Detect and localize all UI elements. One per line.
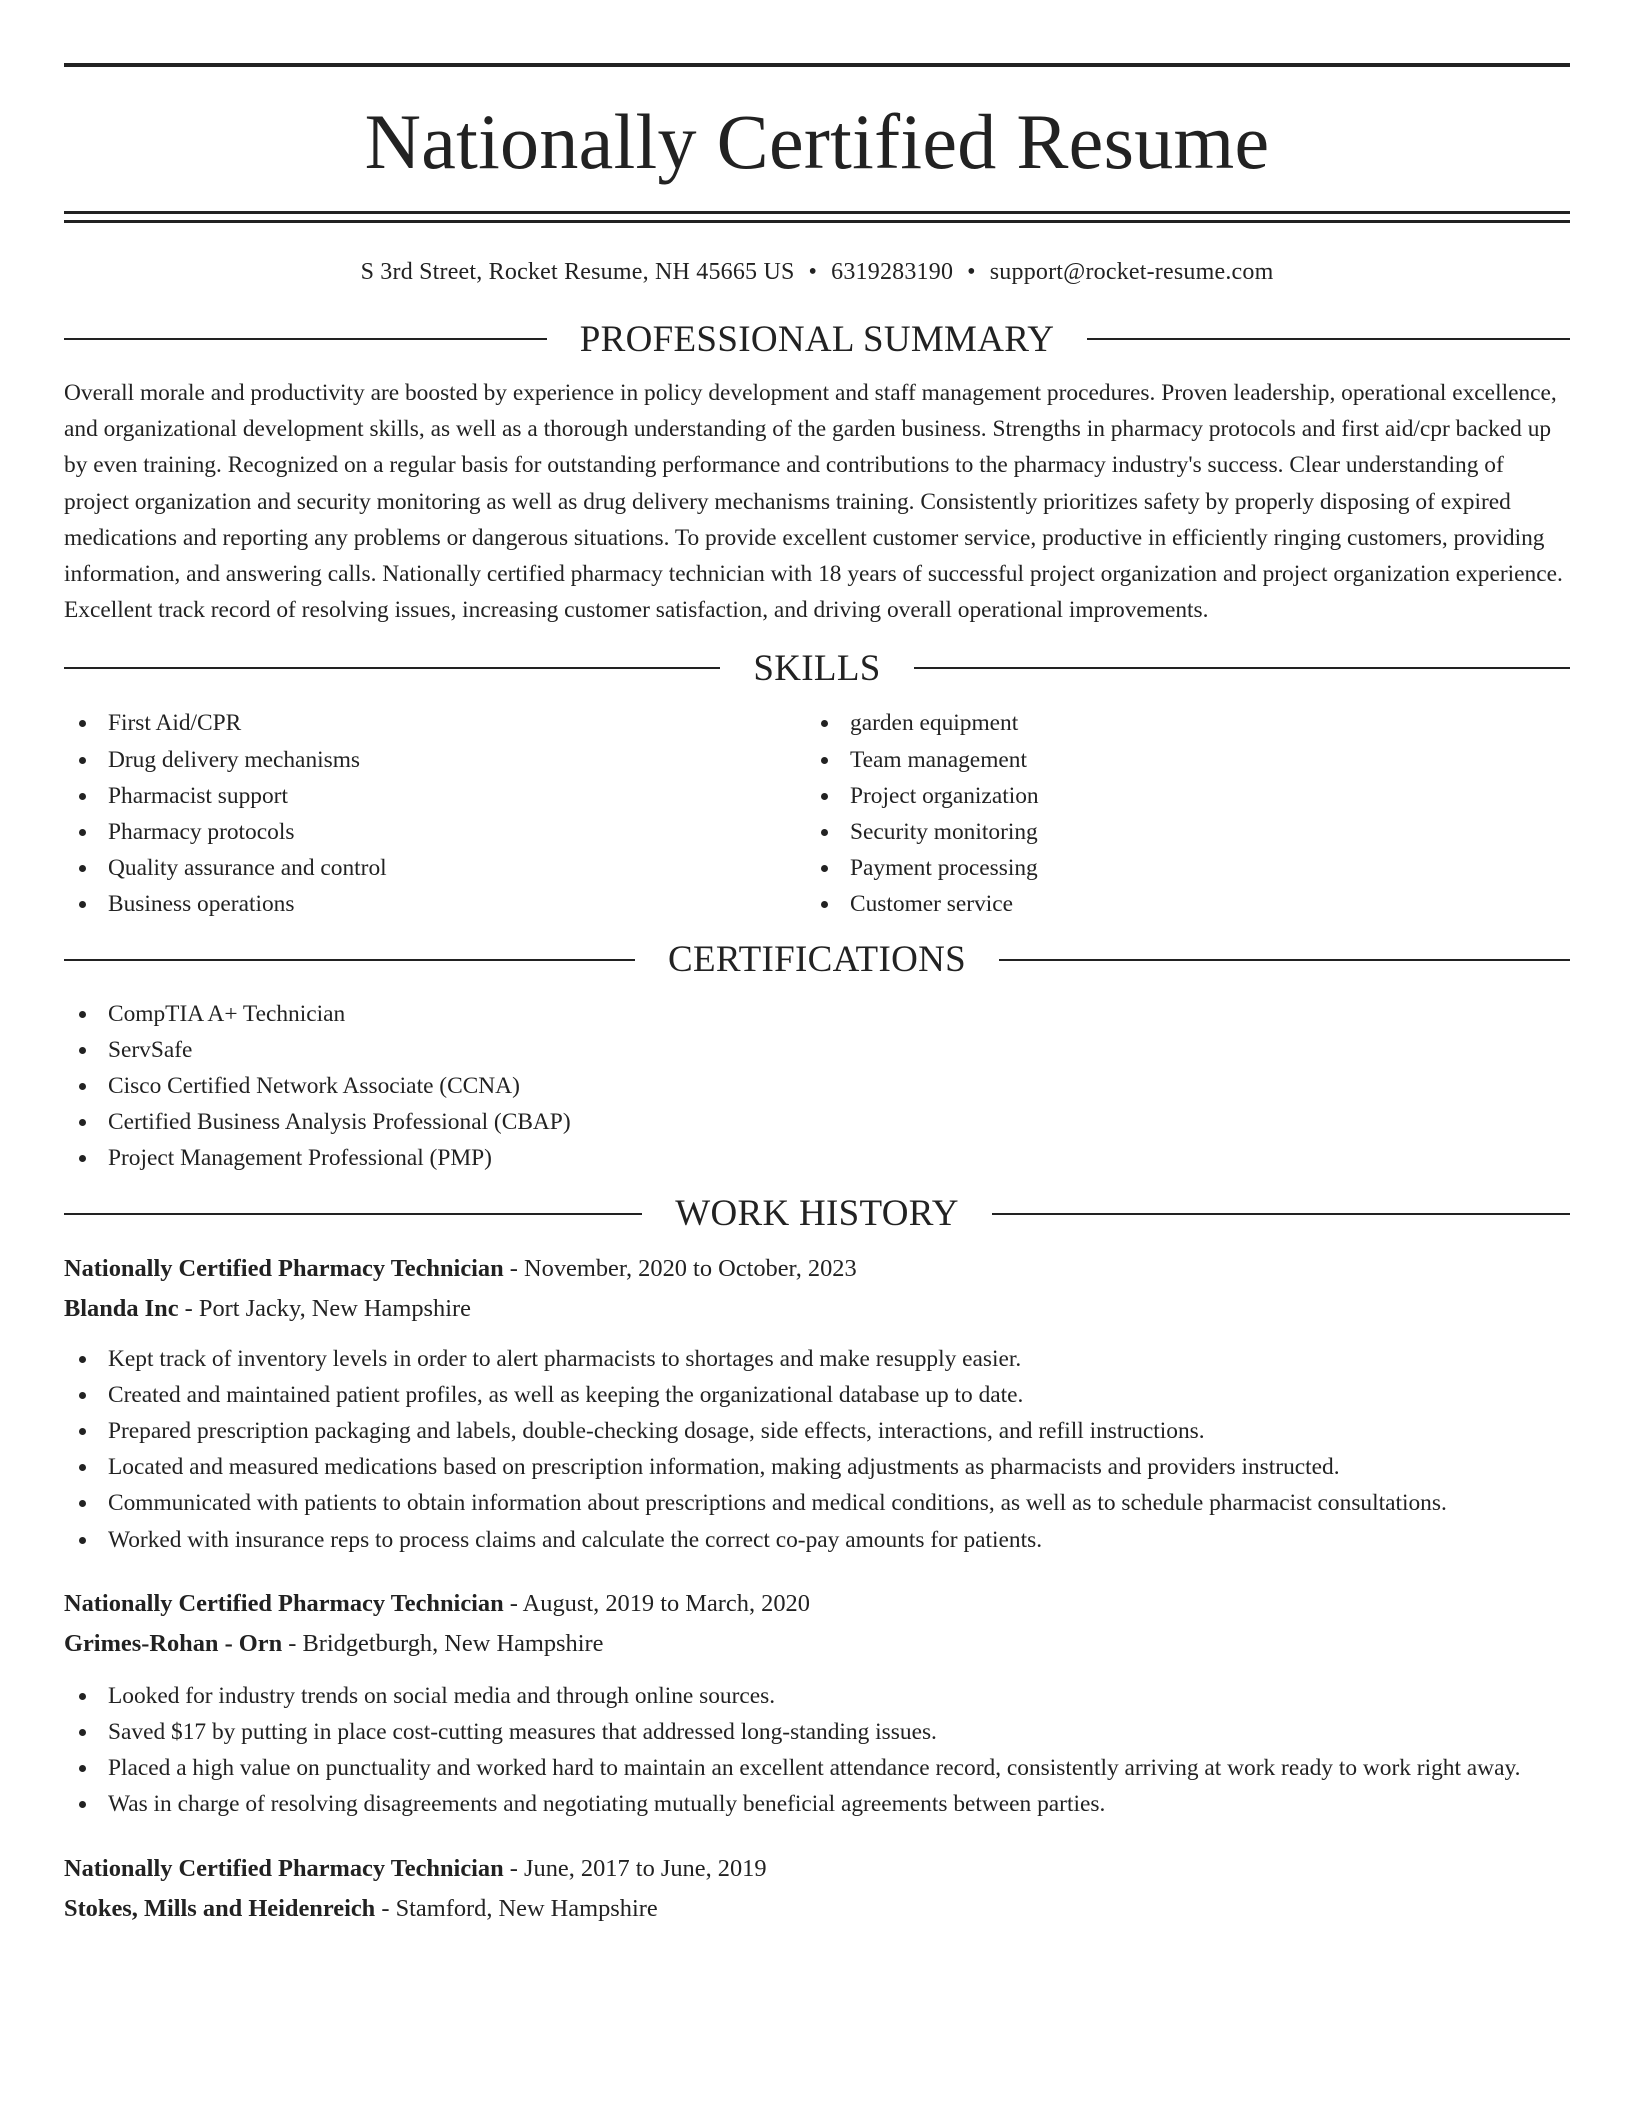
job-dates: August, 2019 to March, 2020 [522, 1589, 810, 1617]
title-double-rule [64, 211, 1570, 223]
job-title: Nationally Certified Pharmacy Technician [64, 1589, 504, 1617]
job-duty: Worked with insurance reps to process claims and calculate the correct co-pay amounts for patients. [64, 1522, 1570, 1558]
summary-section-header [64, 314, 1570, 364]
certification-item: Project Management Professional (PMP) [64, 1140, 1570, 1176]
skill-item: garden equipment [806, 705, 1548, 741]
job-dates: June, 2017 to June, 2019 [524, 1854, 767, 1882]
certifications-section-header [64, 935, 1570, 985]
job-duty: Created and maintained patient profiles, as well as keeping the organizational database up to date. [64, 1377, 1570, 1413]
contact-line [64, 259, 1570, 295]
job-title: Nationally Certified Pharmacy Technician [64, 1254, 504, 1282]
job-company-line [64, 1624, 1570, 1664]
dash: - [178, 1294, 199, 1322]
job-company: Blanda Inc [64, 1294, 179, 1322]
job-location: Stamford, New Hampshire [395, 1894, 658, 1922]
job-location: Bridgetburgh, New Hampshire [302, 1629, 604, 1657]
certification-item: Certified Business Analysis Professional (CBAP) [64, 1104, 1570, 1140]
dash: - [375, 1894, 396, 1922]
job-company-line [64, 1889, 1570, 1929]
job-company: Grimes-Rohan - Orn [64, 1629, 283, 1657]
job-title-line [64, 1849, 1570, 1889]
job-title-line [64, 1249, 1570, 1289]
summary-heading: PROFESSIONAL SUMMARY [579, 318, 1055, 360]
job-title: Nationally Certified Pharmacy Technician [64, 1854, 504, 1882]
skill-item: Project organization [806, 778, 1548, 814]
dash: - [503, 1254, 525, 1282]
job-dates: November, 2020 to October, 2023 [524, 1254, 857, 1282]
job-duty: Located and measured medications based on prescription information, making adjustments as pharmacists and providers instructed. [64, 1449, 1570, 1485]
certification-item: Cisco Certified Network Associate (CCNA) [64, 1068, 1570, 1104]
skills-section-header [64, 643, 1570, 693]
skill-item: Team management [806, 742, 1548, 778]
certification-item: ServSafe [64, 1032, 1570, 1068]
skill-item: Pharmacist support [64, 778, 806, 814]
job-duty: Kept track of inventory levels in order to alert pharmacists to shortages and make resupply easier. [64, 1341, 1570, 1377]
heading-rule [992, 1213, 1570, 1215]
heading-rule [1087, 338, 1570, 340]
summary-text: Overall morale and productivity are boosted by experience in policy development and staff management procedures. Proven leadership, operational excellence, and organizational development skills, as well as a thorough understanding of the garden business. Strengths in pharmacy protocols and first aid/cpr backed up by even training. Recognized on a regular basis for outstanding performance and contributions to the pharmacy industry's success. Clear understanding of project organization and security monitoring as well as drug delivery mechanisms training. Consistently prioritizes safety by properly disposing of expired medications and reporting any problems or dangerous situations. To provide excellent customer service, productive in efficiently ringing customers, providing information, and answering calls. Nationally certified pharmacy technician with 18 years of successful project organization and project organization experience. Excellent track record of resolving issues, increasing customer satisfaction, and driving overall operational improvements. [64, 380, 1563, 624]
heading-rule [64, 959, 635, 961]
job-duties [64, 1341, 1570, 1558]
certifications-heading: CERTIFICATIONS [668, 939, 966, 981]
skills-list [64, 705, 1570, 922]
heading-rule [999, 959, 1570, 961]
skill-item: Business operations [64, 886, 806, 922]
resume-title: Nationally Certified Resume [364, 98, 1270, 185]
skill-item: Payment processing [806, 850, 1548, 886]
dash: - [503, 1854, 525, 1882]
job-entry [64, 1584, 1570, 1823]
heading-rule [64, 1213, 642, 1215]
skill-item: First Aid/CPR [64, 705, 806, 741]
contact-email[interactable]: support@rocket-resume.com [989, 259, 1274, 285]
skill-item: Drug delivery mechanisms [64, 742, 806, 778]
job-duty: Looked for industry trends on social media and through online sources. [64, 1678, 1570, 1714]
job-duty: Placed a high value on punctuality and worked hard to maintain an excellent attendance record, consistently arriving at work ready to work right away. [64, 1750, 1570, 1786]
skills-column-left [64, 705, 806, 922]
job-company-line [64, 1289, 1570, 1329]
dash: - [503, 1589, 523, 1617]
skills-column-right [806, 705, 1548, 922]
job-entry [64, 1249, 1570, 1558]
contact-address: S 3rd Street, Rocket Resume, NH 45665 US [360, 259, 795, 285]
work-history-section-header [64, 1189, 1570, 1239]
skills-heading: SKILLS [753, 647, 881, 689]
certifications-list [64, 996, 1570, 1177]
job-title-line [64, 1584, 1570, 1624]
heading-rule [64, 667, 720, 669]
job-location: Port Jacky, New Hampshire [198, 1294, 471, 1322]
heading-rule [64, 338, 547, 340]
work-history-heading: WORK HISTORY [675, 1193, 959, 1235]
contact-separator: • [967, 259, 976, 285]
job-company: Stokes, Mills and Heidenreich [64, 1894, 376, 1922]
job-entry [64, 1849, 1570, 1929]
skill-item: Customer service [806, 886, 1548, 922]
job-duties [64, 1678, 1570, 1823]
skill-item: Quality assurance and control [64, 850, 806, 886]
job-duty: Prepared prescription packaging and labels, double-checking dosage, side effects, interactions, and refill instructions. [64, 1413, 1570, 1449]
certification-item: CompTIA A+ Technician [64, 996, 1570, 1032]
contact-phone: 6319283190 [831, 259, 954, 285]
job-duty: Saved $17 by putting in place cost-cutting measures that addressed long-standing issues. [64, 1714, 1570, 1750]
skill-item: Security monitoring [806, 814, 1548, 850]
heading-rule [914, 667, 1570, 669]
contact-separator: • [808, 259, 818, 285]
job-duty: Communicated with patients to obtain information about prescriptions and medical conditions, as well as to schedule pharmacist consultations. [64, 1485, 1570, 1521]
skill-item: Pharmacy protocols [64, 814, 806, 850]
resume-page [64, 0, 1570, 1929]
top-rule [64, 63, 1570, 67]
job-duty: Was in charge of resolving disagreements and negotiating mutually beneficial agreements between parties. [64, 1786, 1570, 1822]
dash: - [282, 1629, 303, 1657]
